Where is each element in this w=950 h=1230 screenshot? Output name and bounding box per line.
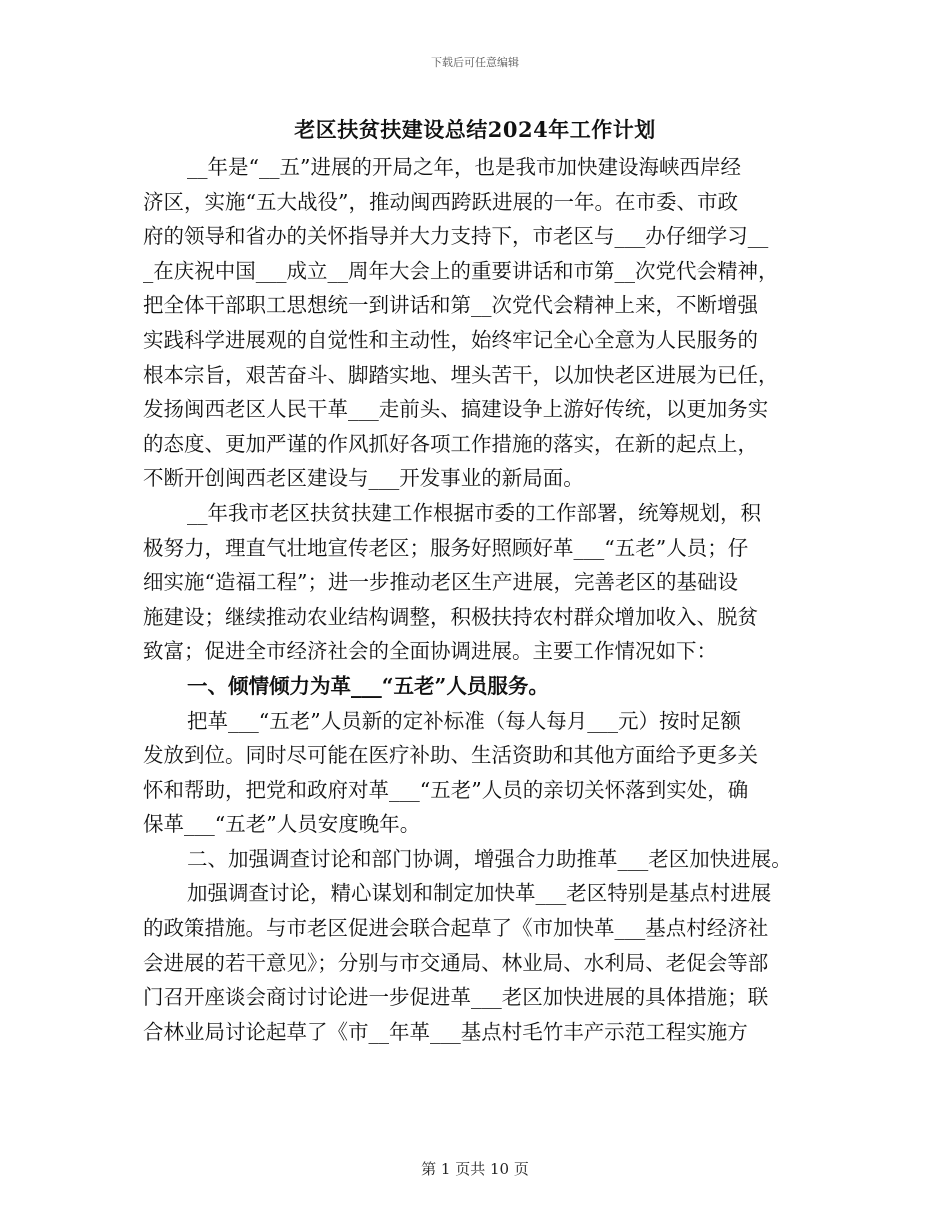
body-line: 实践科学进展观的自觉性和主动性，始终牢记全心全意为人民服务的 — [143, 327, 758, 352]
body-line: 府的领导和省办的关怀指导并大力支持下，市老区与___办仔细学习__ — [143, 224, 769, 249]
body-line: __年是“__五”进展的开局之年，也是我市加快建设海峡西岸经 — [187, 155, 741, 179]
section-heading: 二、加强调查讨论和部门协调，增强合力助推革___老区加快进展。 — [187, 846, 792, 871]
body-line: 合林业局讨论起草了《市__年革___基点村毛竹丰产示范工程实施方 — [143, 1019, 748, 1044]
document-title: 老区扶贫扶建设总结2024年工作计划 — [294, 117, 656, 142]
body-line: 把全体干部职工思想统一到讲话和第__次党代会精神上来，不断增强 — [143, 293, 758, 318]
body-line: 济区，实施“五大战役”，推动闽西跨跃进展的一年。在市委、市政 — [143, 189, 738, 214]
body-line: 细实施“造福工程”；进一步推动老区生产进展，完善老区的基础设 — [143, 570, 738, 595]
page-header-note: 下载后可任意编辑 — [431, 56, 519, 69]
body-line: 施建设；继续推动农业结构调整，积极扶持农村群众增加收入、脱贫 — [143, 604, 758, 629]
body-line: 不断开创闽西老区建设与___开发事业的新局面。 — [143, 466, 584, 491]
body-line: 致富；促进全市经济社会的全面协调进展。主要工作情况如下： — [143, 639, 717, 664]
body-line: 发扬闽西老区人民干革___走前头、搞建设争上游好传统，以更加务实 — [143, 397, 769, 422]
section-heading: 一、倾情倾力为革___“五老”人员服务。 — [187, 673, 549, 698]
body-line: 会进展的若干意见》；分别与市交通局、林业局、水利局、老促会等部 — [143, 950, 769, 975]
body-line: 把革___“五老”人员新的定补标准（每人每月___元）按时足额 — [187, 708, 741, 733]
body-line: 保革___“五老”人员安度晚年。 — [143, 812, 421, 837]
body-line: 的政策措施。与市老区促进会联合起草了《市加快革___基点村经济社 — [143, 916, 769, 941]
body-line: 门召开座谈会商讨讨论进一步促进革___老区加快进展的具体措施；联 — [143, 985, 769, 1010]
body-line: 的态度、更加严谨的作风抓好各项工作措施的落实，在新的起点上， — [143, 431, 758, 456]
document-body — [143, 150, 823, 1049]
body-line: 怀和帮助，把党和政府对革___“五老”人员的亲切关怀落到实处，确 — [143, 777, 749, 802]
page-number: 第 1 页共 10 页 — [421, 1160, 529, 1178]
body-line: 发放到位。同时尽可能在医疗补助、生活资助和其他方面给予更多关 — [143, 743, 758, 768]
body-line: 根本宗旨，艰苦奋斗、脚踏实地、埋头苦干，以加快老区进展为已任， — [143, 362, 779, 387]
body-line: _在庆祝中国___成立__周年大会上的重要讲话和市第__次党代会精神， — [143, 258, 779, 283]
body-line: __年我市老区扶贫扶建工作根据市委的工作部署，统筹规划，积 — [187, 500, 761, 525]
body-line: 加强调查讨论，精心谋划和制定加快革___老区特别是基点村进展 — [187, 881, 772, 906]
body-line: 极努力，理直气壮地宣传老区；服务好照顾好革___“五老”人员；仔 — [143, 535, 749, 560]
